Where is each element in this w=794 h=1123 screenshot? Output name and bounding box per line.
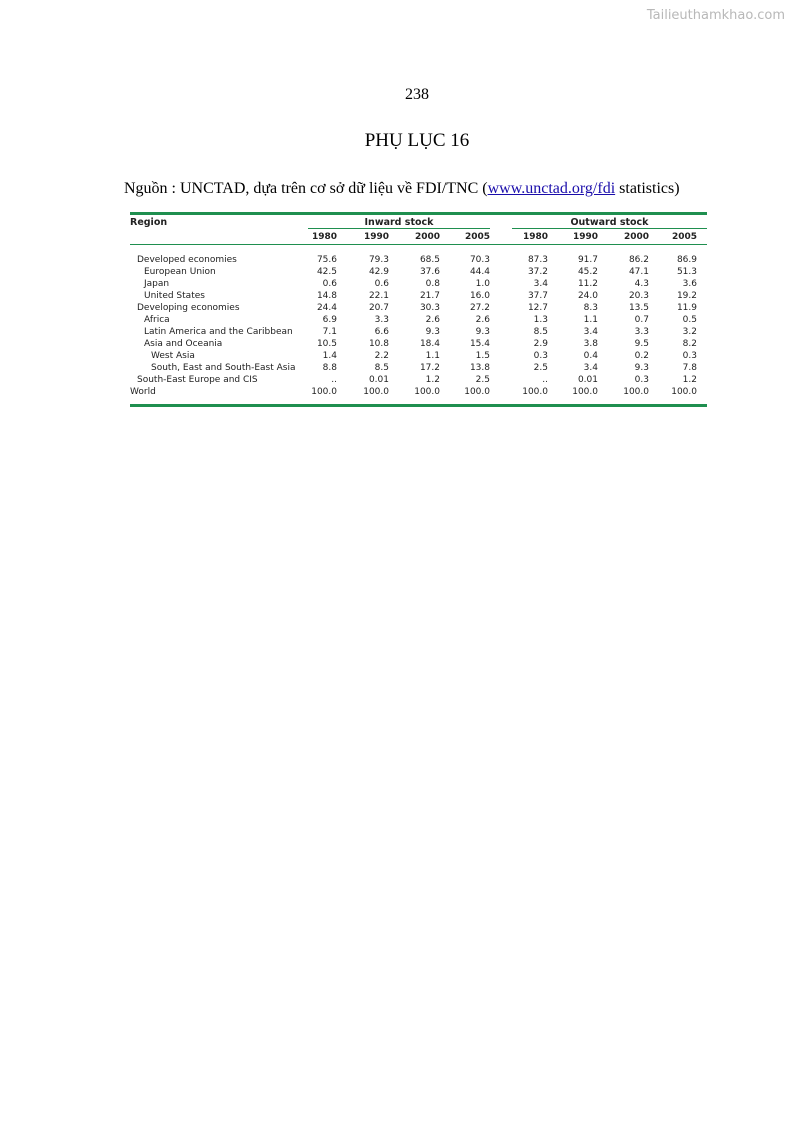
table-cell: 1.5 — [475, 351, 490, 361]
table-cell: 79.3 — [368, 255, 389, 265]
table-cell: 16.0 — [469, 291, 490, 301]
table-cell: 0.3 — [634, 375, 649, 385]
table-cell: 86.2 — [628, 255, 649, 265]
table-cell: 30.3 — [419, 303, 440, 313]
fdi-stock-table — [130, 212, 707, 407]
table-row — [130, 386, 707, 398]
row-label: West Asia — [151, 351, 195, 361]
table-row — [130, 362, 707, 374]
table-cell: 87.3 — [527, 255, 548, 265]
table-cell: 0.01 — [368, 375, 389, 385]
table-cell: 11.2 — [577, 279, 598, 289]
table-cell: .. — [542, 375, 548, 385]
outward-year-header: 2000 — [623, 232, 649, 242]
table-cell: 1.0 — [475, 279, 490, 289]
table-body — [130, 254, 707, 398]
table-cell: 24.0 — [577, 291, 598, 301]
table-cell: 0.7 — [634, 315, 649, 325]
table-cell: 44.4 — [469, 267, 490, 277]
row-label: World — [130, 387, 156, 397]
table-row — [130, 338, 707, 350]
table-cell: 1.1 — [583, 315, 598, 325]
table-cell: 10.8 — [368, 339, 389, 349]
table-cell: 2.2 — [374, 351, 389, 361]
table-cell: 3.4 — [533, 279, 548, 289]
table-row — [130, 302, 707, 314]
table-row — [130, 266, 707, 278]
table-cell: 37.6 — [419, 267, 440, 277]
table-cell: 7.8 — [682, 363, 697, 373]
table-cell: 8.5 — [533, 327, 548, 337]
table-cell: 6.6 — [374, 327, 389, 337]
row-label: Africa — [144, 315, 170, 325]
table-cell: 17.2 — [419, 363, 440, 373]
table-cell: 3.4 — [583, 327, 598, 337]
page-number: 238 — [405, 86, 429, 103]
table-cell: 100.0 — [311, 387, 337, 397]
table-cell: 9.3 — [425, 327, 440, 337]
table-cell: 20.7 — [368, 303, 389, 313]
table-cell: 18.4 — [419, 339, 440, 349]
row-label: Japan — [144, 279, 170, 289]
table-cell: 100.0 — [572, 387, 598, 397]
table-cell: 12.7 — [527, 303, 548, 313]
table-cell: 24.4 — [316, 303, 337, 313]
table-cell: 37.7 — [527, 291, 548, 301]
table-cell: 2.5 — [475, 375, 490, 385]
table-cell: .. — [331, 375, 337, 385]
table-cell: 4.3 — [634, 279, 649, 289]
table-cell: 91.7 — [577, 255, 598, 265]
table-cell: 0.01 — [577, 375, 598, 385]
table-cell: 9.3 — [475, 327, 490, 337]
table-cell: 1.1 — [425, 351, 440, 361]
table-cell: 10.5 — [316, 339, 337, 349]
table-cell: 9.5 — [634, 339, 649, 349]
table-cell: 100.0 — [671, 387, 697, 397]
row-label: European Union — [144, 267, 216, 277]
table-cell: 3.6 — [682, 279, 697, 289]
table-cell: 14.8 — [316, 291, 337, 301]
header-divider — [130, 244, 707, 245]
table-cell: 13.5 — [628, 303, 649, 313]
row-label: Latin America and the Caribbean — [144, 327, 293, 337]
table-cell: 13.8 — [469, 363, 490, 373]
table-cell: 8.2 — [682, 339, 697, 349]
table-cell: 1.4 — [322, 351, 337, 361]
table-cell: 3.2 — [682, 327, 697, 337]
table-cell: 6.9 — [322, 315, 337, 325]
table-cell: 1.2 — [682, 375, 697, 385]
table-cell: 15.4 — [469, 339, 490, 349]
table-cell: 2.5 — [533, 363, 548, 373]
table-cell: 100.0 — [623, 387, 649, 397]
table-row — [130, 374, 707, 386]
table-cell: 47.1 — [628, 267, 649, 277]
table-cell: 22.1 — [368, 291, 389, 301]
table-cell: 3.4 — [583, 363, 598, 373]
table-cell: 100.0 — [464, 387, 490, 397]
source-link[interactable]: www.unctad.org/fdi — [487, 180, 616, 197]
source-suffix: statistics) — [615, 180, 680, 197]
table-cell: 11.9 — [676, 303, 697, 313]
table-cell: 0.2 — [634, 351, 649, 361]
table-cell: 100.0 — [363, 387, 389, 397]
table-cell: 68.5 — [419, 255, 440, 265]
table-row — [130, 278, 707, 290]
table-cell: 1.2 — [425, 375, 440, 385]
table-cell: 0.3 — [533, 351, 548, 361]
region-column-header: Region — [130, 217, 168, 228]
table-cell: 51.3 — [676, 267, 697, 277]
table-cell: 0.3 — [682, 351, 697, 361]
watermark-text: Tailieuthamkhao.com — [646, 8, 785, 23]
table-cell: 27.2 — [469, 303, 490, 313]
inward-stock-header: Inward stock — [364, 217, 434, 228]
table-cell: 0.5 — [682, 315, 697, 325]
table-row — [130, 290, 707, 302]
table-cell: 3.3 — [634, 327, 649, 337]
inward-year-header: 1990 — [363, 232, 389, 242]
table-cell: 100.0 — [414, 387, 440, 397]
table-cell: 2.6 — [425, 315, 440, 325]
table-cell: 0.4 — [583, 351, 598, 361]
table-cell: 75.6 — [316, 255, 337, 265]
table-row — [130, 314, 707, 326]
source-line — [124, 180, 680, 198]
table-cell: 7.1 — [322, 327, 337, 337]
table-cell: 0.8 — [425, 279, 440, 289]
row-label: South-East Europe and CIS — [137, 375, 258, 385]
table-cell: 19.2 — [676, 291, 697, 301]
table-cell: 2.6 — [475, 315, 490, 325]
row-label: Developing economies — [137, 303, 240, 313]
outward-year-header: 1980 — [522, 232, 548, 242]
table-cell: 42.9 — [368, 267, 389, 277]
table-cell: 100.0 — [522, 387, 548, 397]
table-cell: 0.6 — [374, 279, 389, 289]
table-cell: 0.6 — [322, 279, 337, 289]
table-cell: 42.5 — [316, 267, 337, 277]
table-cell: 70.3 — [469, 255, 490, 265]
table-cell: 9.3 — [634, 363, 649, 373]
table-top-rule — [130, 212, 707, 215]
table-row — [130, 254, 707, 266]
table-cell: 3.8 — [583, 339, 598, 349]
row-label: South, East and South-East Asia — [151, 363, 296, 373]
appendix-title: PHỤ LỤC 16 — [364, 130, 470, 151]
outward-year-header: 1990 — [572, 232, 598, 242]
row-label: Asia and Oceania — [144, 339, 223, 349]
table-cell: 8.3 — [583, 303, 598, 313]
inward-year-header: 1980 — [311, 232, 337, 242]
table-cell: 21.7 — [419, 291, 440, 301]
row-label: United States — [144, 291, 205, 301]
table-cell: 45.2 — [577, 267, 598, 277]
outward-year-header: 2005 — [671, 232, 697, 242]
table-cell: 2.9 — [533, 339, 548, 349]
table-cell: 37.2 — [527, 267, 548, 277]
inward-stock-underline — [308, 228, 490, 229]
source-prefix: Nguồn : UNCTAD, dựa trên cơ sở dữ liệu về FDI/TNC ( — [124, 180, 488, 197]
table-row — [130, 350, 707, 362]
table-cell: 3.3 — [374, 315, 389, 325]
table-cell: 8.5 — [374, 363, 389, 373]
outward-stock-underline — [512, 228, 707, 229]
row-label: Developed economies — [137, 255, 237, 265]
table-cell: 8.8 — [322, 363, 337, 373]
table-cell: 20.3 — [628, 291, 649, 301]
inward-year-header: 2000 — [414, 232, 440, 242]
table-bottom-rule — [130, 404, 707, 407]
table-cell: 86.9 — [676, 255, 697, 265]
outward-stock-header: Outward stock — [570, 217, 649, 228]
table-cell: 1.3 — [533, 315, 548, 325]
table-row — [130, 326, 707, 338]
inward-year-header: 2005 — [464, 232, 490, 242]
